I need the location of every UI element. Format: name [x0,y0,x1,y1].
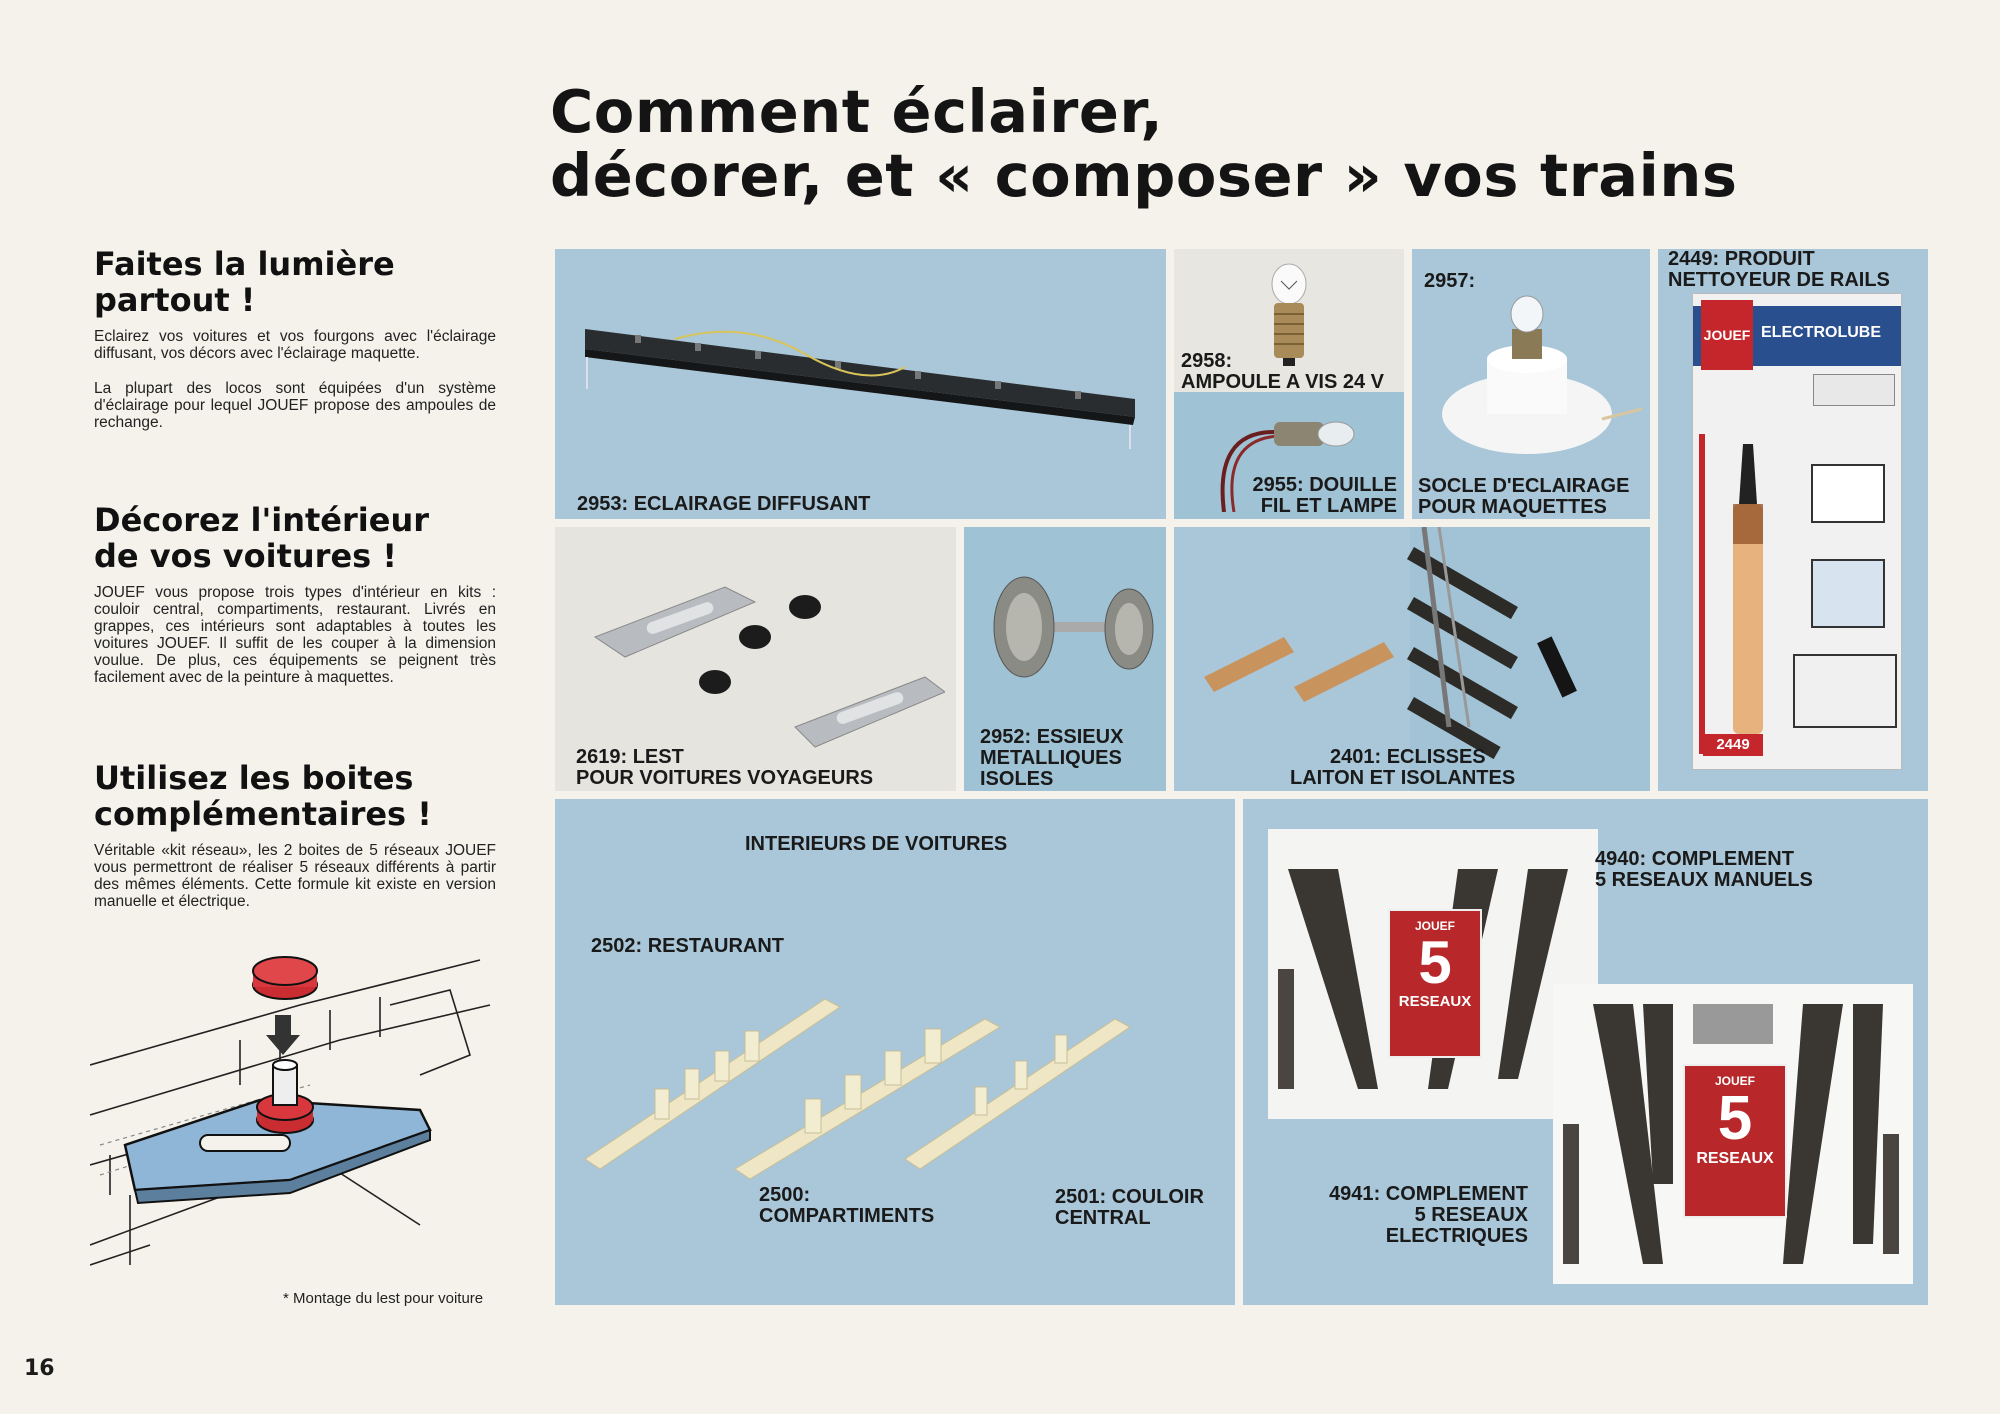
tile-2957 [1412,249,1650,519]
label-2952: 2952: ESSIEUX METALLIQUES ISOLES [980,726,1124,790]
label-2500: 2500: COMPARTIMENTS [759,1184,935,1227]
section-boxes [94,760,496,910]
section-paragraph: La plupart des locos sont équipées d'un système d'éclairage pour lequel JOUEF propose des ampoules de rechange. [94,380,496,431]
tile-2958 [1174,249,1404,392]
box-label-red: JOUEF 5 RESEAUX [1388,909,1482,1058]
label-4940: 4940: COMPLEMENT 5 RESEAUX MANUELS [1595,848,1813,891]
label-2957: SOCLE D'ECLAIRAGE POUR MAQUETTES [1418,475,1630,518]
box-4941 [1553,984,1913,1284]
tile-2619 [555,527,956,791]
label-4941: 4941: COMPLEMENT 5 RESEAUX ELECTRIQUES [1329,1183,1528,1247]
tile-interiors [555,799,1235,1305]
section-lighting [94,246,496,431]
ballast-mounting-illustration [90,945,500,1275]
page-title [550,77,1738,210]
section-heading: Utilisez les boites complémentaires ! [94,759,432,833]
interiors-title: INTERIEURS DE VOITURES [745,833,1008,855]
section-paragraph: Véritable «kit réseau», les 2 boites de 5 réseaux JOUEF vous permettront de réaliser 5 réseaux différents à partir des mêmes éléments. Cette formule kit existe en version manuelle et électrique. [94,842,496,910]
tile-4940-4941 [1243,799,1928,1305]
electrolube-label: ELECTROLUBE [1761,324,1881,341]
illustration-caption: * Montage du lest pour voiture [283,1290,484,1307]
section-interiors [94,502,496,686]
jouef-logo: JOUEF [1701,300,1753,370]
section-paragraph: Eclairez vos voitures et vos fourgons avec l'éclairage diffusant, vos décors avec l'éclairage maquette. [94,328,496,362]
label-2957-code: 2957: [1424,270,1476,292]
label-2501: 2501: COULOIR CENTRAL [1055,1186,1204,1229]
tile-2952 [964,527,1166,791]
title-line-2: décorer, et « composer » vos trains [550,141,1738,210]
section-paragraph: JOUEF vous propose trois types d'intérieur en kits : couloir central, compartiments, restaurant. Livrés en grappes, ces intérieurs sont adaptables à toutes les voitures JOUEF. Il suffit de les couper à la dimension voulue. De plus, ces équipements se peignent très facilement avec de la peinture à maquettes. [94,584,496,686]
page-number: 16 [24,1356,55,1381]
label-2953: 2953: ECLAIRAGE DIFFUSANT [577,493,871,515]
label-2449: 2449: PRODUIT NETTOYEUR DE RAILS [1668,249,1890,291]
tile-2449 [1658,249,1928,791]
box-label-red: JOUEF 5 RESEAUX [1683,1064,1787,1218]
label-2955: 2955: DOUILLE FIL ET LAMPE [1252,474,1397,517]
package-code: 2449 [1703,734,1763,756]
tile-2401 [1174,527,1650,791]
tile-2955 [1174,392,1404,519]
label-2401: 2401: ECLISSES LAITON ET ISOLANTES [1290,746,1516,789]
label-2502: 2502: RESTAURANT [591,935,785,957]
label-2958: 2958: AMPOULE A VIS 24 V [1181,350,1385,392]
label-2619: 2619: LEST POUR VOITURES VOYAGEURS [576,746,874,789]
section-heading: Faites la lumière partout ! [94,245,395,319]
section-heading: Décorez l'intérieur de vos voitures ! [94,501,429,575]
tile-2953 [555,249,1166,519]
box-4940 [1268,829,1598,1119]
title-line-1: Comment éclairer, [550,77,1164,146]
electrolube-package [1692,293,1902,770]
